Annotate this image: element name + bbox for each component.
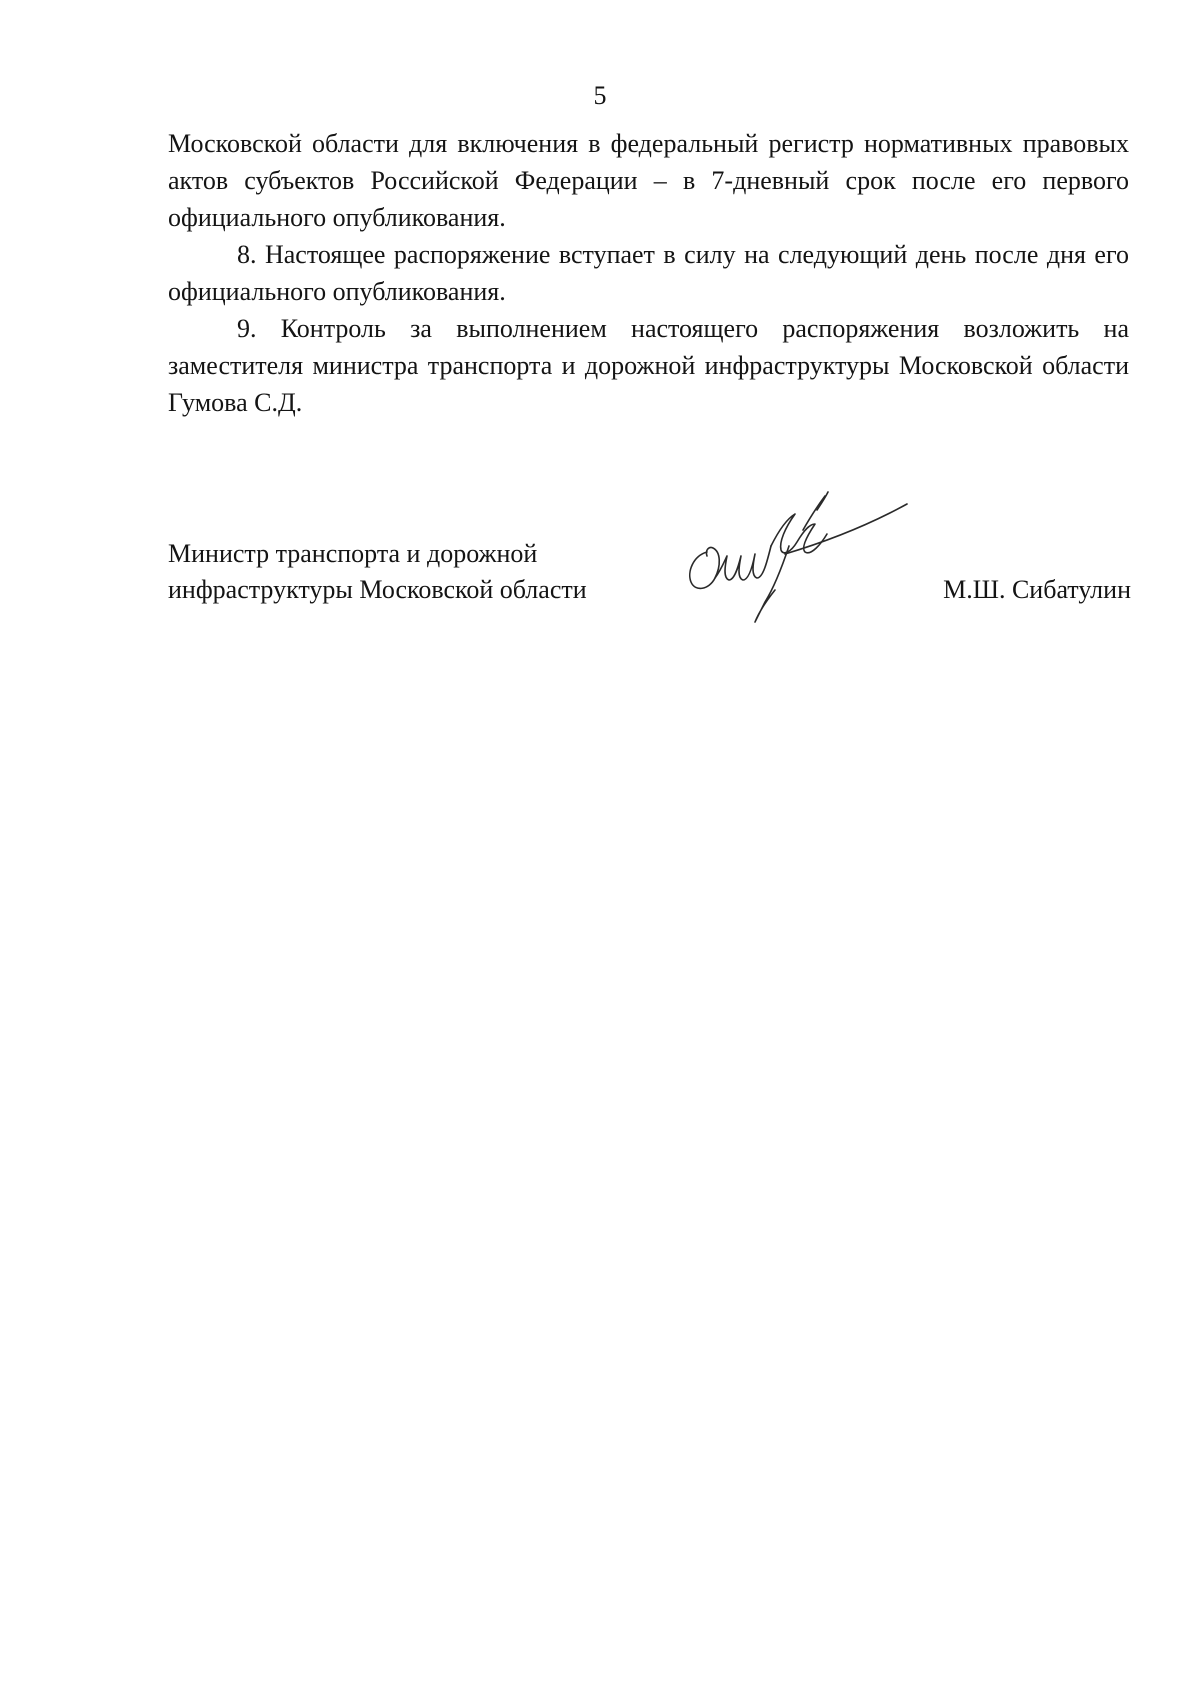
page-number: 5 xyxy=(593,81,607,110)
signer-position-line-2: инфраструктуры Московской области xyxy=(168,575,587,604)
signer-position-line-1: Министр транспорта и дорожной xyxy=(168,539,538,568)
document-body xyxy=(168,125,1129,421)
paragraph-item-9: 9. Контроль за выполнением настоящего распоряжения возложить на заместителя министра транспорта и дорожной инфраструктуры Московской области Гумова С.Д. xyxy=(168,314,1129,417)
signer-position xyxy=(168,536,587,608)
paragraph-item-8: 8. Настоящее распоряжение вступает в силу на следующий день после дня его официального опубликования. xyxy=(168,240,1129,306)
signer-name: М.Ш. Сибатулин xyxy=(943,575,1131,604)
handwritten-signature-icon xyxy=(685,490,910,625)
paragraph-continuation: Московской области для включения в федеральный регистр нормативных правовых актов субъектов Российской Федерации – в 7-дневный срок после его первого официального опубликования. xyxy=(168,129,1129,232)
